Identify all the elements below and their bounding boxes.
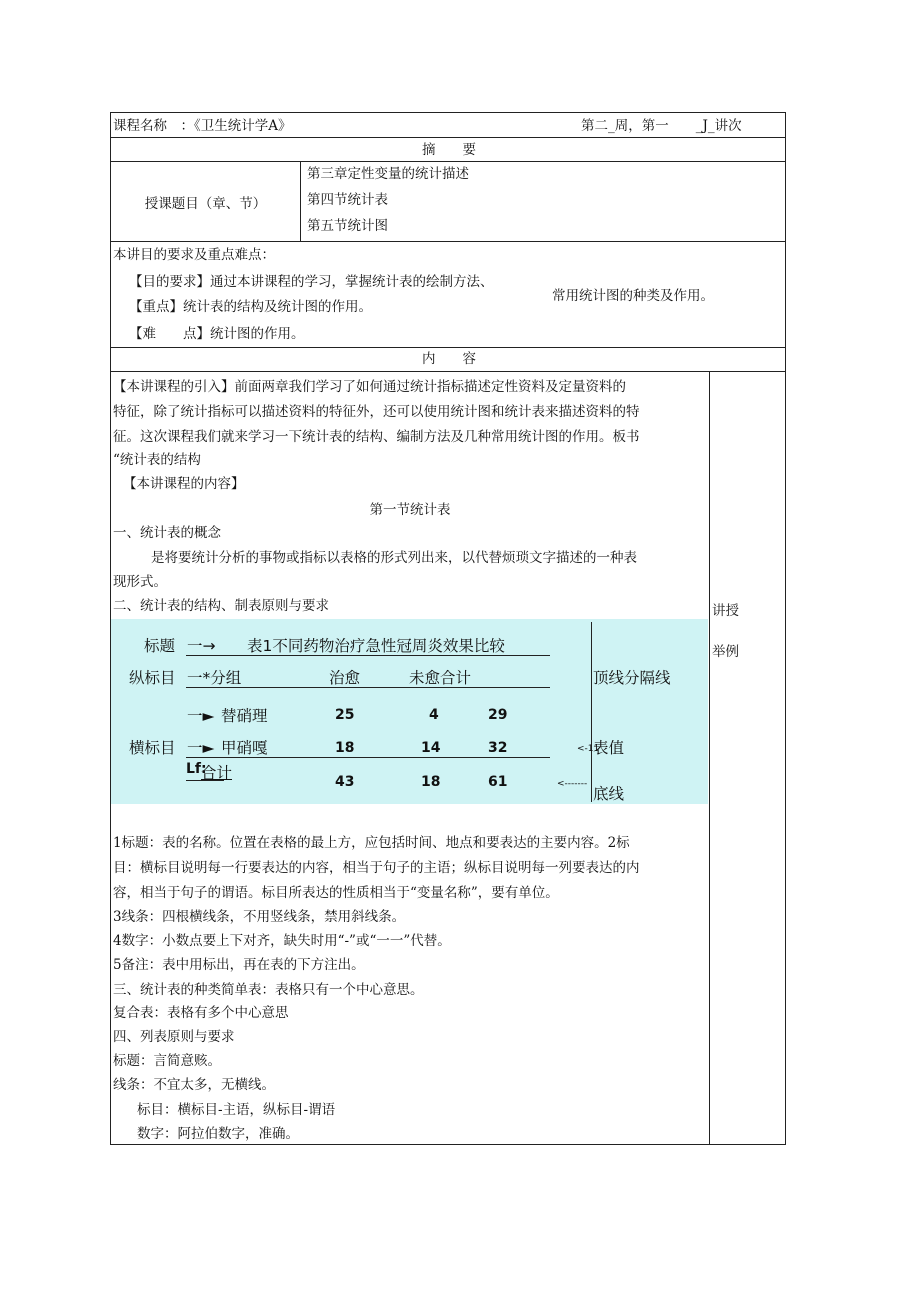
right-label: 底线 (593, 785, 625, 803)
row-name: 替硝理 (221, 707, 268, 725)
diagram-bracket-line (591, 622, 592, 802)
column-header: 治愈 (329, 669, 361, 687)
row-label: 横标目 (129, 739, 176, 757)
cell-value: 25 (335, 707, 355, 723)
cell-value: 14 (421, 740, 441, 756)
right-label: 顶线分隔线 (593, 669, 671, 687)
concept-line: 现形式。 (113, 574, 167, 590)
note-line: 线条：不宜太多，无横线。 (113, 1077, 275, 1093)
row-divider (111, 371, 785, 372)
key-point: 【重点】统计表的结构及统计图的作用。 (129, 299, 372, 315)
structure-heading: 二、统计表的结构、制表原则与要求 (113, 598, 329, 614)
note-line: 四、列表原则与要求 (113, 1029, 235, 1045)
cell-value: 29 (488, 707, 508, 723)
note-line: 容，相当于句子的谓语。标目所表达的性质相当于“变量名称”，要有单位。 (113, 885, 559, 901)
note-line: 目：横标目说明每一行要表达的内容，相当于句子的主语；纵标目说明每一列要表达的内 (113, 860, 640, 876)
note-line: 标题：言简意赅。 (113, 1053, 221, 1069)
topic-divider (300, 161, 301, 241)
cell-value: 61 (488, 774, 508, 790)
intro-line: 【本讲课程的引入】前面两章我们学习了如何通过统计指标描述定性资料及定量资料的 (113, 379, 626, 395)
topic-line: 第四节统计表 (307, 192, 388, 208)
bottom-line-stub (186, 780, 224, 781)
group-label: 一*分组 (187, 669, 242, 687)
row-arrow: 一► (187, 739, 215, 757)
header-line (186, 687, 550, 688)
intro-line: 【本讲课程的内容】 (123, 476, 245, 492)
note-line: 标目：横标目-主语，纵标目-谓语 (137, 1102, 336, 1118)
right-label: 表值 (593, 739, 625, 757)
title-arrow: 一→ (187, 637, 216, 655)
side-note: 讲授 (712, 603, 739, 619)
topic-line: 第五节统计图 (307, 218, 388, 234)
cell-value: 43 (335, 774, 355, 790)
topic-line: 第三章定性变量的统计描述 (307, 166, 469, 182)
cell-value: 18 (335, 740, 355, 756)
goal-text-cont: 常用统计图的种类及作用。 (552, 288, 714, 304)
pointer-mark: <-11 (577, 744, 600, 754)
note-line: 1标题：表的名称。位置在表格的最上方，应包括时间、地点和要表达的主要内容。2标 (113, 835, 630, 851)
content-title: 内 容 (422, 351, 476, 367)
note-line: 数字：阿拉伯数字，准确。 (137, 1126, 299, 1142)
requirements-heading: 本讲目的要求及重点难点： (113, 247, 275, 263)
side-column-divider (709, 371, 710, 1145)
concept-line: 是将要统计分析的事物或指标以表格的形式列出来，以代替烦琐文字描述的一种表 (151, 550, 637, 566)
lesson-plan-table (110, 112, 786, 1145)
note-line: 5备注：表中用标出，再在表的下方注出。 (113, 957, 365, 973)
cell-value: 32 (488, 740, 508, 756)
row-arrow: 一► (187, 707, 215, 725)
note-line: 4数字：小数点要上下对齐，缺失时用“-”或“一一”代替。 (113, 933, 451, 949)
table-structure-diagram (111, 619, 708, 804)
side-note: 举例 (712, 644, 739, 660)
intro-line: “统计表的结构 (113, 452, 201, 468)
difficult-point: 【难 点】统计图的作用。 (129, 326, 305, 342)
column-label: 纵标目 (129, 669, 176, 687)
concept-heading: 一、统计表的概念 (113, 525, 221, 541)
row-name: 甲硝嘎 (221, 739, 268, 757)
week-session: 第二_周，第一 _J_讲次 (581, 118, 742, 134)
row-divider (111, 161, 785, 162)
note-line: 3线条：四根横线条，不用竖线条，禁用斜线条。 (113, 909, 406, 925)
goal-text: 【目的要求】通过本讲课程的学习，掌握统计表的绘制方法、 (129, 274, 494, 290)
table-title: 表1不同药物治疗急性冠周炎效果比较 (247, 637, 505, 655)
title-label: 标题 (144, 637, 176, 655)
data-divider-line (186, 757, 550, 758)
summary-title: 摘 要 (422, 142, 476, 158)
cell-value: 4 (429, 707, 439, 723)
section-title: 第一节统计表 (369, 502, 451, 518)
top-line (186, 655, 550, 656)
intro-line: 征。这次课程我们就来学习一下统计表的结构、编制方法及几种常用统计图的作用。板书 (113, 429, 640, 445)
row-divider (111, 137, 785, 138)
intro-line: 特征，除了统计指标可以描述资料的特征外，还可以使用统计图和统计表来描述资料的特 (113, 404, 640, 420)
cell-value: 18 (421, 774, 441, 790)
row-arrow: Lf: (186, 761, 207, 777)
topic-label: 授课题目（章、节） (144, 196, 267, 212)
column-header: 未愈合计 (409, 669, 472, 687)
note-line: 复合表：表格有多个中心意思 (113, 1005, 289, 1021)
row-divider (111, 241, 785, 242)
note-line: 三、统计表的种类简单表：表格只有一个中心意思。 (113, 982, 424, 998)
row-divider (111, 347, 785, 348)
course-name: 课程名称 ：《卫生统计学A》 (113, 118, 292, 134)
pointer-mark: <------- (557, 779, 588, 789)
row-name: 合计 (201, 764, 233, 782)
